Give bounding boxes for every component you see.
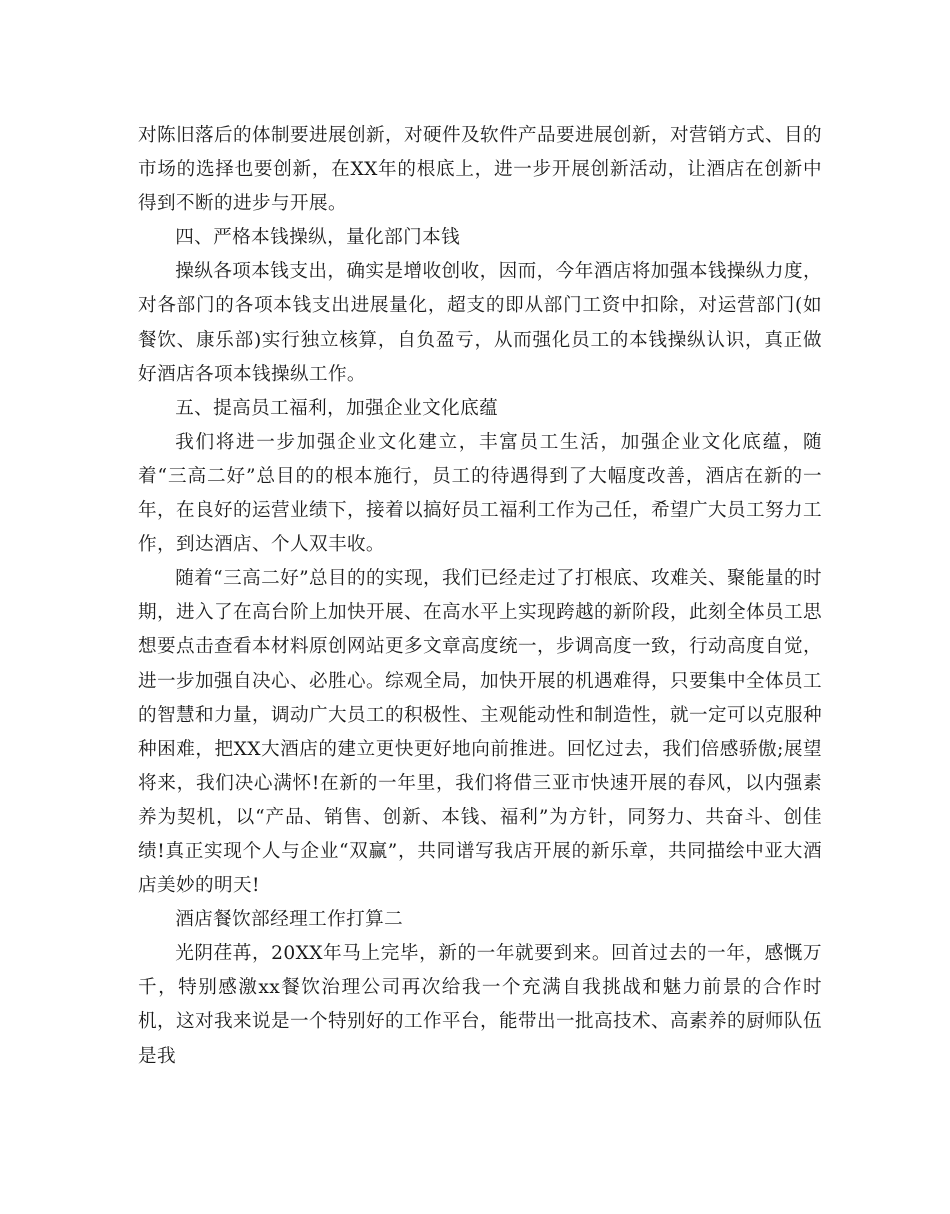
paragraph-cost-control: 操纵各项本钱支出，确实是增收创收，因而，今年酒店将加强本钱操纵力度，对各部门的各项本钱支出进展量化，超支的即从部门工资中扣除，对运营部门(如餐饮、康乐部)实行独立核算，自负盈亏，从而强化员工的本钱操纵认识，真正做好酒店各项本钱操纵工作。 [138, 261, 822, 385]
paragraph-employee-welfare: 我们将进一步加强企业文化建立，丰富员工生活，加强企业文化底蕴，随着“三高二好”总目的的根本施行，员工的待遇得到了大幅度改善，酒店在新的一年，在良好的运营业绩下，接着以搞好员工福利工作为己任，希望广大员工努力工作，到达酒店、个人双丰收。 [138, 431, 822, 556]
section-heading-cost-control: 四、严格本钱操纵，量化部门本钱 [175, 227, 461, 249]
document-body [138, 119, 822, 1074]
paragraph-plan-two-intro: 光阴荏苒，20XX年马上完毕，新的一年就要到来。回首过去的一年，感慨万千，特别感激xx餐饮治理公司再次给我一个充满自我挑战和魅力前景的合作时机，这对我来说是一个特别好的工作平台，能带出一批高技术、高素养的厨师队伍是我 [138, 943, 822, 1067]
paragraph-outlook: 随着“三高二好”总目的的实现，我们已经走过了打根底、攻难关、聚能量的时期，进入了在高台阶上加快开展、在高水平上实现跨越的新阶段，此刻全体员工思想要点击查看本材料原创网站更多文章高度统一，步调高度一致，行动高度自觉，进一步加强自决心、必胜心。综观全局，加快开展的机遇难得，只要集中全体员工的智慧和力量，调动广大员工的积极性、主观能动性和制造性，就一定可以克服种种困难，把XX大酒店的建立更快更好地向前推进。回忆过去，我们倍感骄傲;展望将来，我们决心满怀!在新的一年里，我们将借三亚市快速开展的春风，以内强素养为契机，以“产品、销售、创新、本钱、福利”为方针，同努力、共奋斗、创佳绩!真正实现个人与企业“双赢”，共同谱写我店开展的新乐章，共同描绘中亚大酒店美妙的明天! [138, 568, 822, 897]
paragraph-innovation-continued: 对陈旧落后的体制要进展创新，对硬件及软件产品要进展创新，对营销方式、目的市场的选择也要创新，在XX年的根底上，进一步开展创新活动，让酒店在创新中得到不断的进步与开展。 [138, 125, 822, 215]
section-heading-plan-two: 酒店餐饮部经理工作打算二 [175, 909, 404, 931]
section-heading-employee-welfare: 五、提高员工福利，加强企业文化底蕴 [175, 397, 499, 419]
